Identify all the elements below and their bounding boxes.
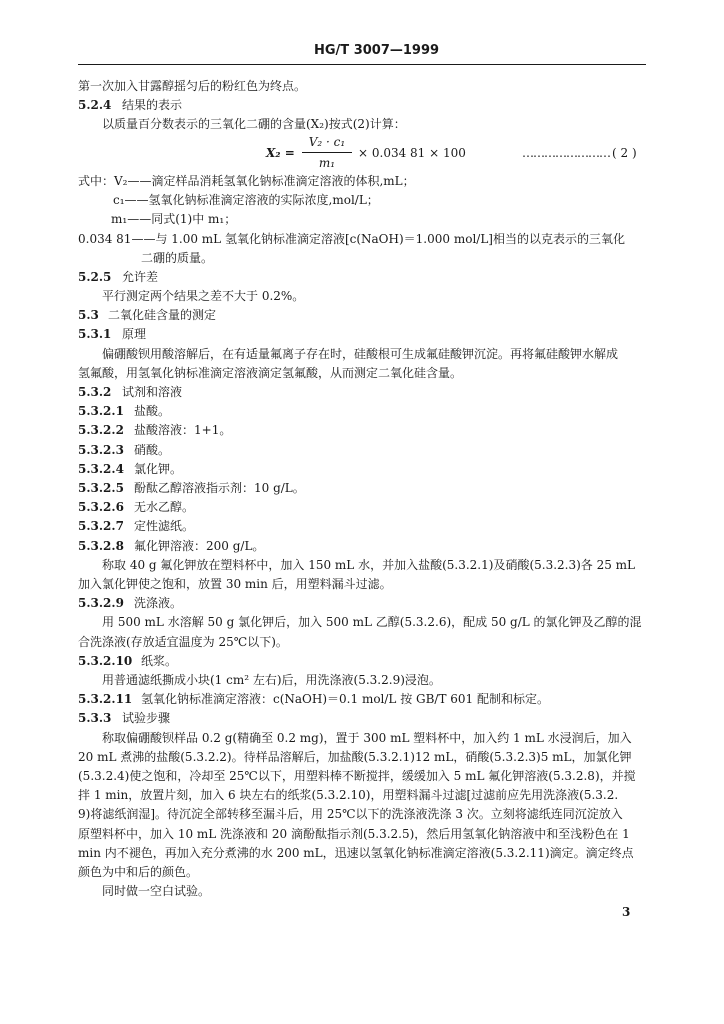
formula-rest: × 0.034 81 × 100: [358, 146, 466, 160]
formula-numerator: V₂ · c₁: [308, 135, 346, 149]
header-rule: [78, 64, 646, 65]
variable-definition: c₁——氢氧化钠标准滴定溶液的实际浓度,mol/L；: [113, 193, 379, 207]
item-text: 纸浆。: [141, 654, 178, 668]
paragraph: 拌 1 min，放置片刻，加入 6 块左右的纸浆(5.3.2.10)，用塑料漏斗过滤[过滤前应先用洗涤液(5.3.2.: [78, 788, 619, 802]
paragraph: 同时做一空白试验。: [102, 884, 211, 898]
paragraph: 合洗涤液(存放适宜温度为 25℃以下)。: [78, 635, 288, 649]
paragraph: 第一次加入甘露醇摇匀后的粉红色为终点。: [78, 79, 307, 93]
section-title: 试验步骤: [122, 711, 171, 725]
item-number: 5.3.2.8: [78, 539, 124, 553]
standard-code-header: HG/T 3007—1999: [314, 43, 440, 58]
item-text: 洗涤液。: [134, 596, 183, 610]
section-title: 允许差: [122, 270, 159, 284]
section-title: 二氧化硅含量的测定: [108, 308, 217, 322]
paragraph: (5.3.2.4)使之饱和，冷却至 25℃以下，用塑料棒不断搅拌，缓缓加入 5 mL 氟化钾溶液(5.3.2.8)，并搅: [78, 769, 636, 783]
item-text: 氟化钾溶液：200 g/L。: [134, 539, 265, 553]
section-number: 5.2.4: [78, 98, 112, 112]
item-number: 5.3.2.3: [78, 443, 124, 457]
item-text: 氯化钾。: [134, 462, 183, 476]
paragraph: 以质量百分数表示的三氧化二硼的含量(X₂)按式(2)计算：: [102, 117, 406, 131]
item-text: 氢氧化钠标准滴定溶液：c(NaOH)＝0.1 mol/L 按 GB/T 601 配制和标定。: [141, 692, 550, 706]
formula-label: ( 2 ): [612, 146, 637, 160]
formula-denominator: m₁: [318, 156, 336, 170]
item-number: 5.3.2.10: [78, 654, 133, 668]
section-title: 原理: [122, 327, 147, 341]
item-text: 盐酸。: [134, 404, 171, 418]
section-title: 试剂和溶液: [122, 385, 183, 399]
item-number: 5.3.2.1: [78, 404, 124, 418]
section-number: 5.3.3: [78, 711, 112, 725]
item-number: 5.3.2.2: [78, 423, 124, 437]
variable-definition: 0.034 81——与 1.00 mL 氢氧化钠标准滴定溶液[c(NaOH)＝1.000 mol/L]相当的以克表示的三氧化: [78, 232, 625, 246]
paragraph: 氢氟酸，用氢氧化钠标准滴定溶液滴定氢氟酸，从而测定二氧化硅含量。: [78, 366, 463, 380]
paragraph: 偏硼酸钡用酸溶解后，在有适量氟离子存在时，硅酸根可生成氟硅酸钾沉淀。再将氟硅酸钾水解成: [102, 347, 619, 361]
formula-leader-dots: ……………………: [522, 146, 610, 160]
paragraph: 称取 40 g 氟化钾放在塑料杯中，加入 150 mL 水，并加入盐酸(5.3.2.1)及硝酸(5.3.2.3)各 25 mL: [102, 558, 636, 572]
item-number: 5.3.2.5: [78, 481, 124, 495]
item-text: 酚酞乙醇溶液指示剂：10 g/L。: [134, 481, 305, 495]
paragraph: 平行测定两个结果之差不大于 0.2%。: [102, 289, 305, 303]
item-text: 硝酸。: [134, 443, 171, 457]
variable-definition: 式中：V₂——滴定样品消耗氢氧化钠标准滴定溶液的体积,mL；: [78, 174, 415, 188]
paragraph: min 内不褪色，再加入充分煮沸的水 200 mL，迅速以氢氧化钠标准滴定溶液(5.3.2.11)滴定。滴定终点: [78, 846, 634, 860]
variable-definition: m₁——同式(1)中 m₁；: [111, 212, 237, 226]
item-text: 无水乙醇。: [134, 500, 195, 514]
page-number: 3: [622, 905, 631, 919]
variable-definition: 二硼的质量。: [141, 251, 214, 265]
paragraph: 用 500 mL 水溶解 50 g 氯化钾后，加入 500 mL 乙醇(5.3.2.6)，配成 50 g/L 的氯化钾及乙醇的混: [102, 615, 642, 629]
item-number: 5.3.2.7: [78, 519, 124, 533]
fraction-bar: [302, 152, 352, 153]
item-text: 定性滤纸。: [134, 519, 195, 533]
section-title: 结果的表示: [122, 98, 183, 112]
paragraph: 9)将滤纸润湿]。待沉淀全部转移至漏斗后，用 25℃以下的洗涤液洗涤 3 次。立刻将滤纸连同沉淀放入: [78, 807, 623, 821]
paragraph: 用普通滤纸撕成小块(1 cm² 左右)后，用洗涤液(5.3.2.9)浸泡。: [102, 673, 441, 687]
paragraph: 颜色为中和后的颜色。: [78, 865, 199, 879]
item-text: 盐酸溶液：1+1。: [134, 423, 232, 437]
paragraph: 加入氯化钾使之饱和，放置 30 min 后，用塑料漏斗过滤。: [78, 577, 392, 591]
section-number: 5.2.5: [78, 270, 112, 284]
section-number: 5.3.1: [78, 327, 112, 341]
formula-lhs: X₂ =: [266, 146, 295, 160]
item-number: 5.3.2.6: [78, 500, 124, 514]
item-number: 5.3.2.11: [78, 692, 133, 706]
paragraph: 称取偏硼酸钡样品 0.2 g(精确至 0.2 mg)，置于 300 mL 塑料杯中，加入约 1 mL 水浸润后，加入: [102, 731, 632, 745]
paragraph: 20 mL 煮沸的盐酸(5.3.2.2)。待样品溶解后，加盐酸(5.3.2.1)12 mL，硝酸(5.3.2.3)5 mL，加氯化钾: [78, 750, 632, 764]
item-number: 5.3.2.9: [78, 596, 124, 610]
section-number: 5.3: [78, 308, 99, 322]
item-number: 5.3.2.4: [78, 462, 124, 476]
section-number: 5.3.2: [78, 385, 112, 399]
paragraph: 原塑料杯中，加入 10 mL 洗涤液和 20 滴酚酞指示剂(5.3.2.5)，然后用氢氧化钠溶液中和至浅粉色在 1: [78, 827, 630, 841]
